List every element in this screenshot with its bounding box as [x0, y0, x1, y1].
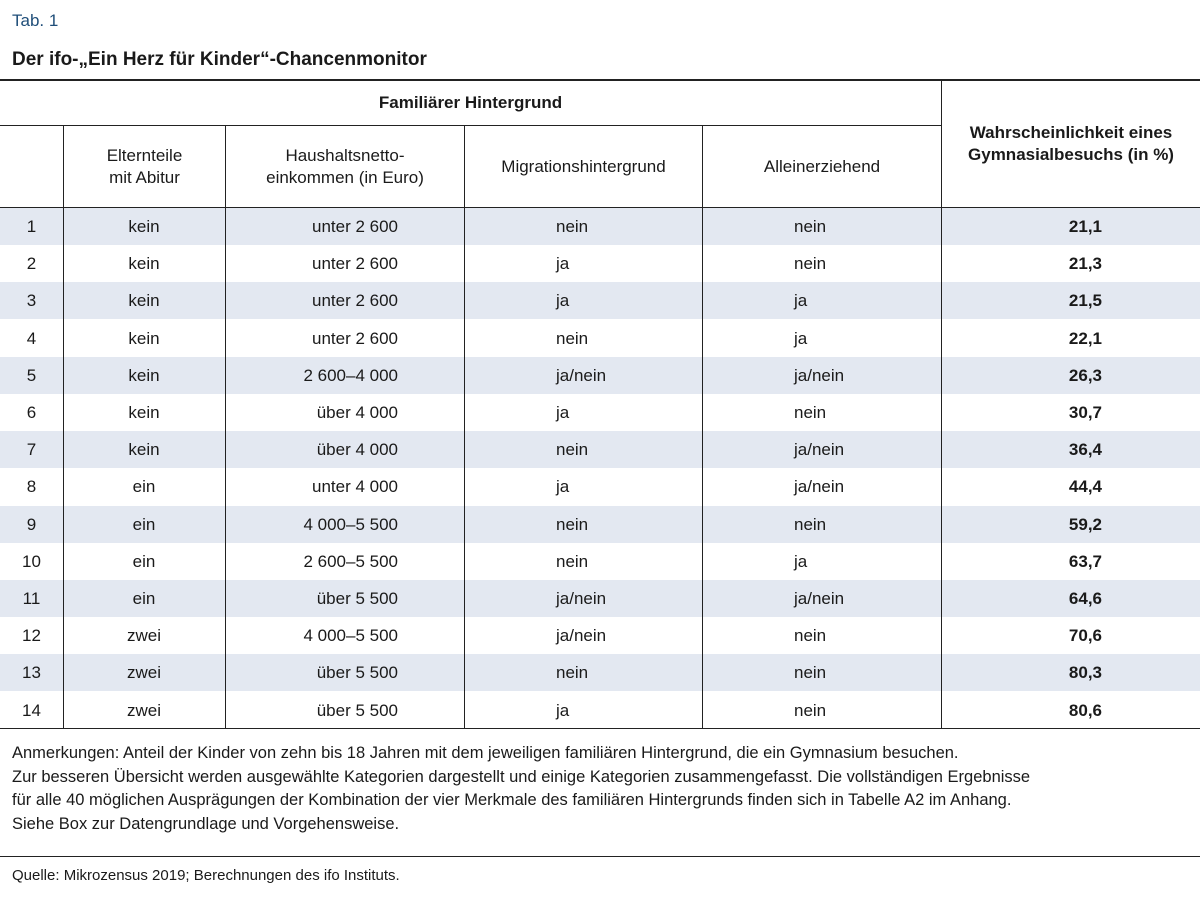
cell-migration: ja/nein — [556, 366, 607, 385]
cell-single-parent: nein — [794, 626, 827, 645]
cell-household-income: unter 2 600 — [311, 291, 398, 310]
cell-parents-abitur: ein — [132, 552, 156, 571]
row-number: 5 — [26, 366, 37, 385]
header-household-income — [226, 126, 464, 207]
cell-single-parent: ja/nein — [794, 477, 845, 496]
header-migration-label: Migrationshintergrund — [501, 156, 666, 176]
cell-migration: nein — [556, 329, 589, 348]
header-parents-abitur — [64, 126, 225, 207]
cell-single-parent: nein — [794, 254, 827, 273]
cell-parents-abitur: kein — [128, 217, 160, 236]
column-divider-4 — [702, 126, 703, 728]
cell-probability: 21,1 — [1068, 217, 1102, 236]
cell-household-income: 4 000–5 500 — [303, 515, 398, 534]
cell-migration: ja — [556, 403, 570, 422]
cell-household-income: 2 600–5 500 — [303, 552, 398, 571]
note-line: Zur besseren Übersicht werden ausgewählte Kategorien dargestellt und einige Kategorien zusammengefasst. Die vollständigen Ergebnisse — [12, 767, 1031, 786]
header-probability-line1: Wahrscheinlichkeit eines — [969, 122, 1173, 142]
cell-household-income: unter 2 600 — [311, 217, 398, 236]
note-line: Siehe Box zur Datengrundlage und Vorgehensweise. — [12, 814, 400, 833]
cell-migration: ja — [556, 291, 570, 310]
cell-household-income: über 5 500 — [316, 701, 398, 720]
row-number: 7 — [26, 440, 37, 459]
header-single-parent-label: Alleinerziehend — [763, 156, 881, 176]
cell-parents-abitur: zwei — [126, 701, 161, 720]
cell-parents-abitur: ein — [132, 515, 156, 534]
cell-migration: ja — [556, 701, 570, 720]
cell-migration: nein — [556, 440, 589, 459]
header-migration — [465, 126, 702, 207]
cell-probability: 44,4 — [1068, 477, 1102, 496]
cell-parents-abitur: zwei — [126, 663, 161, 682]
row-number: 11 — [22, 589, 41, 608]
cell-probability: 30,7 — [1068, 403, 1102, 422]
cell-household-income: 4 000–5 500 — [303, 626, 398, 645]
header-income-line2: einkommen (in Euro) — [266, 167, 424, 187]
cell-probability: 21,3 — [1068, 254, 1102, 273]
cell-single-parent: ja — [794, 291, 808, 310]
cell-migration: nein — [556, 217, 589, 236]
row-number: 12 — [22, 626, 41, 645]
cell-parents-abitur: ein — [132, 477, 156, 496]
cell-migration: nein — [556, 515, 589, 534]
header-family-background — [0, 80, 941, 126]
cell-single-parent: nein — [794, 663, 827, 682]
header-single-parent — [703, 126, 941, 207]
header-income-line1: Haushaltsnetto- — [285, 145, 405, 165]
cell-probability: 64,6 — [1068, 589, 1102, 608]
cell-probability: 80,6 — [1068, 701, 1102, 720]
cell-probability: 80,3 — [1068, 663, 1102, 682]
notes-bottom-rule — [0, 856, 1200, 857]
column-divider-3 — [464, 126, 465, 728]
cell-household-income: über 5 500 — [316, 589, 398, 608]
cell-household-income: unter 4 000 — [311, 477, 398, 496]
cell-single-parent: nein — [794, 515, 827, 534]
cell-single-parent: ja/nein — [794, 440, 845, 459]
row-number: 10 — [22, 552, 41, 571]
cell-single-parent: ja — [794, 329, 808, 348]
table-notes — [12, 742, 1192, 836]
cell-single-parent: ja/nein — [794, 366, 845, 385]
header-probability-line2: Gymnasialbesuchs (in %) — [968, 144, 1174, 164]
cell-household-income: über 5 500 — [316, 663, 398, 682]
cell-household-income: unter 2 600 — [311, 329, 398, 348]
header-abitur-line1: Elternteile — [106, 145, 183, 165]
row-number: 3 — [26, 291, 37, 310]
row-number: 13 — [22, 663, 41, 682]
cell-probability: 36,4 — [1068, 440, 1102, 459]
cell-parents-abitur: kein — [128, 403, 160, 422]
cell-probability: 26,3 — [1068, 366, 1102, 385]
cell-migration: nein — [556, 663, 589, 682]
row-number: 8 — [26, 477, 37, 496]
cell-probability: 21,5 — [1068, 291, 1102, 310]
cell-parents-abitur: kein — [128, 440, 160, 459]
row-number: 4 — [26, 329, 37, 348]
cell-probability: 59,2 — [1068, 515, 1102, 534]
cell-migration: ja — [556, 254, 570, 273]
cell-migration: ja/nein — [556, 626, 607, 645]
cell-parents-abitur: kein — [128, 366, 160, 385]
cell-single-parent: nein — [794, 701, 827, 720]
note-line: Anmerkungen: Anteil der Kinder von zehn bis 18 Jahren mit dem jeweiligen familiären Hintergrund, die ein Gymnasium besuchen. — [12, 744, 959, 762]
cell-migration: nein — [556, 552, 589, 571]
table-title: Der ifo-„Ein Herz für Kinder“-Chancenmonitor — [12, 49, 427, 70]
cell-probability: 70,6 — [1068, 626, 1102, 645]
row-number: 2 — [26, 254, 37, 273]
cell-household-income: über 4 000 — [316, 440, 398, 459]
cell-parents-abitur: kein — [128, 254, 160, 273]
cell-single-parent: nein — [794, 403, 827, 422]
row-number: 14 — [22, 701, 41, 720]
cell-parents-abitur: zwei — [126, 626, 161, 645]
cell-probability: 22,1 — [1068, 329, 1102, 348]
row-number: 6 — [26, 403, 37, 422]
note-line: für alle 40 möglichen Ausprägungen der Kombination der vier Merkmale des familiären Hintergrunds finden sich in Tabelle A2 im Anhang. — [12, 791, 1012, 809]
cell-migration: ja/nein — [556, 589, 607, 608]
table-number-label: Tab. 1 — [12, 11, 59, 30]
cell-single-parent: ja — [794, 552, 808, 571]
cell-household-income: über 4 000 — [316, 403, 398, 422]
header-abitur-line2: mit Abitur — [109, 167, 180, 187]
cell-household-income: 2 600–4 000 — [303, 366, 398, 385]
cell-migration: ja — [556, 477, 570, 496]
header-probability — [942, 80, 1200, 207]
source-note: Quelle: Mikrozensus 2019; Berechnungen des ifo Instituts. — [12, 867, 400, 884]
cell-parents-abitur: ein — [132, 589, 156, 608]
row-number: 1 — [26, 217, 37, 236]
row-number: 9 — [26, 515, 37, 534]
cell-parents-abitur: kein — [128, 291, 160, 310]
header-family-background-label: Familiärer Hintergrund — [378, 93, 563, 112]
cell-probability: 63,7 — [1068, 552, 1102, 571]
cell-household-income: unter 2 600 — [311, 254, 398, 273]
cell-single-parent: nein — [794, 217, 827, 236]
cell-single-parent: ja/nein — [794, 589, 845, 608]
cell-parents-abitur: kein — [128, 329, 160, 348]
